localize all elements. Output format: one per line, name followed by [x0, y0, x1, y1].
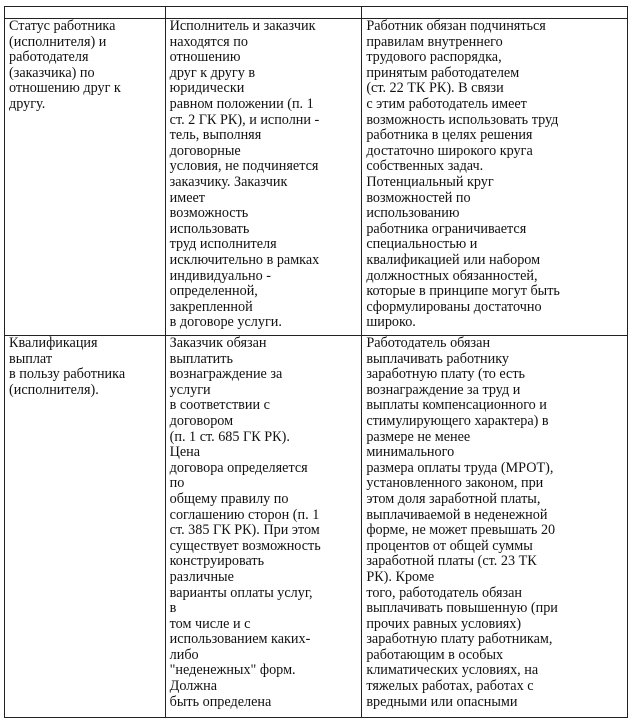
text-line: климатических условиях, на [366, 662, 539, 679]
text-line: договора определяется [169, 459, 308, 476]
row-label-cell [5, 336, 166, 718]
text-line: общему правилу по [169, 490, 289, 507]
text-line: "неденежных" форм. [169, 662, 296, 679]
text-line: либо [169, 646, 199, 663]
text-line: соглашению сторон (п. 1 [169, 506, 320, 523]
text-line: Цена [169, 444, 201, 461]
text-line: ст. 385 ГК РК). При этом [169, 522, 320, 539]
header-cell-3 [362, 7, 628, 19]
text-line: возможностей по [366, 189, 471, 206]
text-line: варианты оплаты услуг, [169, 584, 313, 601]
text-line: Работодатель обязан [366, 335, 491, 351]
text-line: с этим работодатель имеет [366, 95, 527, 112]
text-line: выплачиваемой в неденежной [366, 506, 548, 523]
text-line: находятся по [169, 33, 248, 50]
text-line: достаточно широкого круга [366, 142, 533, 159]
table-row [5, 336, 628, 718]
text-line: выплатить [169, 350, 233, 367]
text-line: выплачивать повышенную (при [366, 600, 558, 617]
text-line: должностных обязанностей, [366, 267, 538, 284]
text-line: стимулирующего характера) в [366, 412, 549, 429]
text-line: специальностью и [366, 236, 478, 253]
text-line: Должна [169, 678, 217, 695]
text-line: выплаты компенсационного и [366, 397, 547, 414]
text-line: вредными или опасными [366, 693, 518, 710]
text-line: использованием каких- [169, 631, 311, 648]
text-line: в договоре услуги. [169, 314, 282, 331]
text-line: быть определена [169, 693, 272, 710]
text-line: сформулированы достаточно [366, 298, 542, 315]
text-line: вознаграждение за [169, 366, 283, 383]
text-line: конструировать [169, 553, 265, 570]
text-line: принятым работодателем [366, 64, 520, 81]
text-line: (исполнителя). [9, 381, 99, 398]
text-line: вознаграждение за труд и [366, 381, 521, 398]
text-line: юридически [169, 80, 245, 97]
text-line: широко. [366, 314, 416, 331]
text-line: по [169, 475, 185, 492]
text-line: собственных задач. [366, 158, 484, 175]
text-line: работающим в особых [366, 646, 504, 663]
text-line: которые в принципе могут быть [366, 283, 560, 300]
text-line: минимального [366, 444, 455, 461]
text-line: тяжелых работах, работах с [366, 678, 534, 695]
text-line: использовать [169, 220, 250, 237]
text-line: отношению [169, 49, 241, 66]
text-line: договором [169, 412, 234, 429]
text-line: возможность использовать труд [366, 111, 559, 128]
text-line: процентов от общей суммы [366, 537, 533, 554]
text-line: размере не менее [366, 428, 471, 445]
text-line: форме, не может превышать 20 [366, 522, 556, 539]
text-line: Исполнитель и заказчик [169, 18, 316, 34]
text-line: отношению друг к [9, 80, 121, 97]
text-line: заработной платы (ст. 23 ТК [366, 553, 537, 570]
text-line: условия, не подчиняется [169, 158, 319, 175]
header-cell-1 [5, 7, 166, 19]
text-line: индивидуально - [169, 267, 271, 284]
text-line: размера оплаты труда (МРОТ), [366, 459, 554, 476]
text-line: имеет [169, 189, 206, 206]
contractor-cell [165, 336, 362, 718]
header-cell-2 [165, 7, 362, 19]
contractor-cell [165, 19, 362, 336]
text-line: труд исполнителя [169, 236, 277, 253]
text-line: том числе и с [169, 615, 251, 632]
text-line: работника ограничивается [366, 220, 527, 237]
text-line: исключительно в рамках [169, 251, 320, 268]
text-line: возможность [169, 205, 249, 222]
employee-cell [362, 336, 628, 718]
text-line: этом доля заработной платы, [366, 490, 541, 507]
text-line: в [169, 600, 177, 617]
table-header-row [5, 7, 628, 19]
text-line: договорные [169, 142, 241, 159]
text-line: (ст. 22 ТК РК). В связи [366, 80, 504, 97]
text-line: равном положении (п. 1 [169, 95, 314, 112]
text-line: заработную плату работникам, [366, 631, 553, 648]
text-line: услуги [169, 381, 211, 398]
text-line: прочих равных условиях) [366, 615, 522, 632]
text-line: Статус работника [9, 18, 116, 34]
text-line: трудового распорядка, [366, 49, 502, 66]
comparison-table [4, 6, 628, 718]
row-label-cell [5, 19, 166, 336]
text-line: в соответствии с [169, 397, 270, 414]
text-line: закрепленной [169, 298, 253, 315]
text-line: определенной, [169, 283, 258, 300]
text-line: ст. 2 ГК РК), и исполни - [169, 111, 320, 128]
text-line: использованию [366, 205, 460, 222]
text-line: работодателя [9, 49, 89, 66]
text-line: того, работодатель обязан [366, 584, 523, 601]
text-line: заработную плату (то есть [366, 366, 526, 383]
text-line: установленного законом, при [366, 475, 544, 492]
text-line: заказчику. Заказчик [169, 173, 288, 190]
text-line: Заказчик обязан [169, 335, 267, 351]
text-line: существует возможность [169, 537, 321, 554]
text-line: выплачивать работнику [366, 350, 510, 367]
table-row [5, 19, 628, 336]
text-line: Квалификация [9, 335, 98, 351]
text-line: (исполнителя) и [9, 33, 107, 50]
text-line: друг к другу в [169, 64, 256, 81]
text-line: работника в целях решения [366, 127, 533, 144]
text-line: (п. 1 ст. 685 ГК РК). [169, 428, 290, 445]
text-line: (заказчика) по [9, 64, 95, 81]
text-line: тель, выполняя [169, 127, 262, 144]
text-line: Работник обязан подчиняться [366, 18, 546, 34]
text-line: квалификацией или набором [366, 251, 541, 268]
text-line: Потенциальный круг [366, 173, 494, 190]
text-line: другу. [9, 95, 46, 112]
text-line: в пользу работника [9, 366, 126, 383]
text-line: РК). Кроме [366, 568, 435, 585]
text-line: различные [169, 568, 234, 585]
text-line: правилам внутреннего [366, 33, 503, 50]
text-line: выплат [9, 350, 53, 367]
employee-cell [362, 19, 628, 336]
